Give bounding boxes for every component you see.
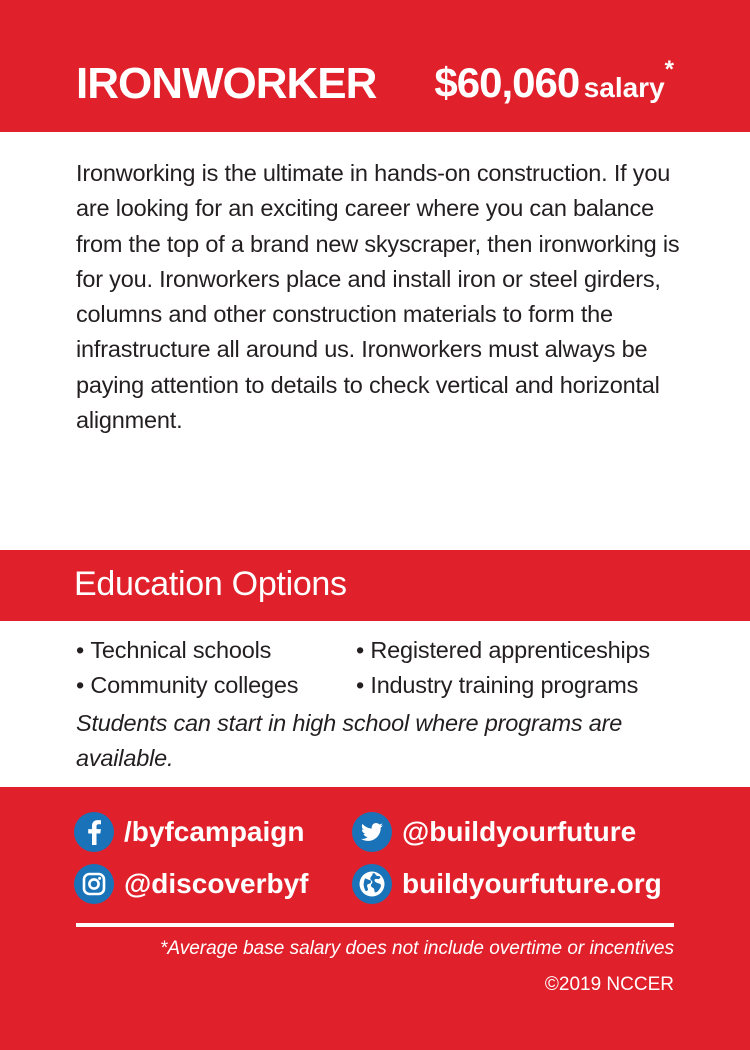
footer-band (0, 787, 750, 1050)
facebook-link[interactable] (74, 810, 304, 854)
facebook-icon (74, 812, 114, 852)
education-band (0, 550, 750, 621)
instagram-link[interactable] (74, 862, 308, 906)
education-option: • Registered apprenticeships (356, 633, 686, 668)
salary-disclaimer: *Average base salary does not include overtime or incentives (160, 938, 674, 959)
copyright: ©2019 NCCER (544, 974, 674, 995)
twitter-icon (352, 812, 392, 852)
twitter-handle: @buildyourfuture (402, 816, 637, 847)
education-option: • Technical schools (76, 633, 376, 668)
website-url: buildyourfuture.org (402, 868, 662, 899)
twitter-link[interactable] (352, 810, 636, 854)
education-note: Students can start in high school where programs are available. (76, 710, 623, 771)
salary-amount: $60,060 (434, 59, 580, 106)
education-list-right (356, 633, 686, 703)
globe-icon (352, 864, 392, 904)
website-link[interactable] (352, 862, 662, 906)
education-option: • Industry training programs (356, 668, 686, 703)
education-title: Education Options (74, 565, 347, 603)
instagram-icon (74, 864, 114, 904)
header-band (0, 0, 750, 132)
instagram-handle: @discoverbyf (124, 868, 309, 899)
facebook-handle: /byfcampaign (124, 816, 305, 847)
career-description: Ironworking is the ultimate in hands-on construction. If you are looking for an exciting career where you can balance from the top of a brand new skyscraper, then ironworking is for you. Ironworkers place and install iron or steel girders, columns and other construction materials to form the infrastructure all around us. Ironworkers must always be paying attention to details to check vertical and horizontal alignment. (76, 160, 680, 434)
footer-divider (76, 923, 674, 927)
career-title: IRONWORKER (76, 59, 377, 108)
salary-footnote-mark: * (664, 56, 674, 83)
education-list-left (76, 633, 376, 703)
salary-label: salary (583, 72, 665, 103)
education-option: • Community colleges (76, 668, 376, 703)
salary (434, 56, 674, 106)
